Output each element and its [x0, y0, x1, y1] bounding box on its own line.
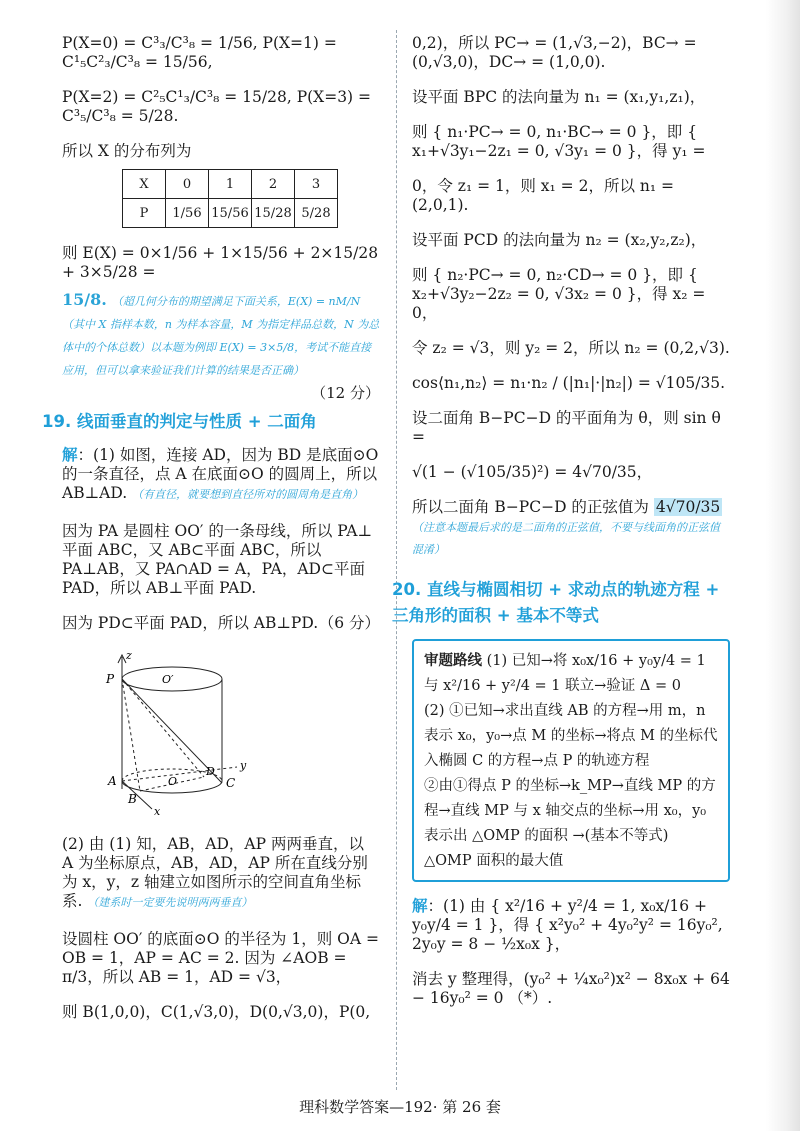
b-label: B — [128, 792, 137, 806]
prob-line-1: P(X=0) = C³₃/C³₈ = 1/56, P(X=1) = C¹₅C²₃/C³₈ = 15/56, — [62, 34, 337, 71]
review-step-2: (2) ①已知→求出直线 AB 的方程→用 m，n 表示 x₀，y₀→点 M 的坐标→将点 M 的坐标代入椭圆 C 的方程→点 P 的轨迹方程 — [424, 703, 718, 769]
o-label: O — [168, 775, 178, 788]
sin-answer-prefix: 所以二面角 B−PC−D 的正弦值为 — [412, 498, 649, 516]
pb-line — [122, 679, 140, 791]
table-row — [123, 170, 338, 199]
score-12: （12 分） — [311, 384, 380, 402]
page-footer: 理科数学答案—192· 第 26 套 — [299, 1098, 501, 1116]
sin-answer-line — [412, 498, 730, 561]
q20-heading: 20. 直线与椭圆相切 + 求动点的轨迹方程 + 三角形的面积 + 基本不等式 — [392, 580, 720, 625]
q19-pd-text: 因为 PD⊂平面 PAD，所以 AB⊥PD. — [62, 614, 319, 632]
column-divider — [396, 30, 397, 1090]
a-label: A — [108, 774, 117, 788]
q19-heading: 19. 线面垂直的判定与性质 + 二面角 — [42, 412, 317, 431]
q19-part1: ：(1) 如图，连接 AD，因为 BD 是底面⊙O 的一条直径，点 A 在底面⊙O 的圆周上，所以 AB⊥AD. — [62, 446, 379, 502]
sin-note: （注意本题最后求的是二面角的正弦值，不要与线面角的正弦值混淆） — [412, 521, 720, 556]
review-step-3: ②由①得点 P 的坐标→k_MP→直线 MP 的方程→直线 MP 与 x 轴交点的坐标→用 x₀，y₀ 表示出 △OMP 的面积 →(基本不等式) △OMP 面积的最大值 — [424, 778, 716, 869]
solution-marker: 解 — [412, 896, 428, 915]
table-cell: P — [123, 199, 166, 228]
d-label: D — [206, 765, 215, 778]
table-cell: 2 — [252, 170, 295, 199]
expectation-answer: 15/8. — [62, 290, 107, 309]
c-label: C — [226, 776, 236, 790]
review-route-box — [412, 639, 730, 882]
q19-part1-text — [62, 445, 380, 506]
n2-line: 令 z₂ = √3，则 y₂ = 2，所以 n₂ = (0,2,√3). — [412, 339, 730, 357]
expectation-line: 则 E(X) = 0×1/56 + 1×15/56 + 2×15/28 + 3×5/28 = — [62, 244, 379, 281]
normal-pcd-line: 设平面 PCD 的法向量为 n₂ = (x₂,y₂,z₂)， — [412, 231, 707, 249]
q19-note-2: （建系时一定要先说明两两垂直） — [87, 896, 253, 909]
review-title: 审题路线 — [424, 653, 482, 669]
table-cell: 1/56 — [166, 199, 209, 228]
right-column — [392, 34, 730, 1024]
table-cell: 3 — [295, 170, 338, 199]
prob-line-2: P(X=2) = C²₅C¹₃/C³₈ = 15/28, P(X=3) = C³₅/C³₈ = 5/28. — [62, 88, 372, 125]
table-cell: 0 — [166, 170, 209, 199]
q19-coords-line: 则 B(1,0,0)，C(1,√3,0)，D(0,√3,0)，P(0, — [62, 1003, 371, 1021]
review-step-1: (1) 已知→将 x₀x/16 + y₀y/4 = 1 与 x²/16 + y²/4 = 1 联立→验证 Δ = 0 — [424, 653, 706, 694]
expectation-block — [62, 290, 380, 403]
x-axis-line — [122, 781, 152, 809]
distribution-table — [122, 169, 338, 228]
q19-part2: (2) 由 (1) 知，AB，AD，AP 两两垂直，以 A 为坐标原点，AB，AD，AP 所在直线分别为 x，y，z 轴建立如图所示的空间直角坐标系. — [62, 835, 368, 910]
page-edge-shadow — [766, 0, 800, 1131]
q20-solution-1 — [412, 896, 730, 954]
left-column — [42, 34, 380, 1038]
q19-pa-line: 因为 PA 是圆柱 OO′ 的一条母线，所以 PA⊥平面 ABC，又 AB⊂平面 ABC，所以 PA⊥AB，又 PA∩AD = A，PA，AD⊂平面 PAD，所以 AB⊥平面 PAD. — [62, 522, 373, 597]
table-cell: 15/28 — [252, 199, 295, 228]
sin-setup-line: 设二面角 B−PC−D 的平面角为 θ，则 sin θ = — [412, 409, 721, 446]
q19-radius-line: 设圆柱 OO′ 的底面⊙O 的半径为 1，则 OA = OB = 1，AP = AC = 2. 因为 ∠AOB = π/3，所以 AB = 1，AD = √3， — [62, 930, 379, 986]
cylinder-diagram — [82, 649, 322, 819]
q19-note-1: （有直径，就要想到直径所对的圆周角是直角） — [132, 488, 364, 501]
q19-pd-line — [62, 614, 380, 633]
cylinder-figure — [82, 649, 380, 819]
solution-marker: 解 — [62, 445, 78, 464]
table-row — [123, 199, 338, 228]
dist-intro: 所以 X 的分布列为 — [62, 142, 192, 160]
q20-solution-text-1: ：(1) 由 { x²/16 + y²/4 = 1, x₀x/16 + y₀y/4 = 1 }，得 { x²y₀² + 4y₀²y² = 16y₀², 2y₀y = 8 − ½x₀x }， — [412, 897, 723, 953]
o-top-label: O′ — [162, 673, 174, 686]
vector-line: 0,2)，所以 PC→ = (1,√3,−2)，BC→ = (0,√3,0)，DC→ = (1,0,0). — [412, 34, 697, 71]
table-cell: X — [123, 170, 166, 199]
system-pcd-line: 则 { n₂·PC→ = 0, n₂·CD→ = 0 }，即 { x₂+√3y₂−2z₂ = 0, √3x₂ = 0 }，得 x₂ = 0， — [412, 266, 706, 322]
z-label: z — [126, 649, 132, 662]
sin-answer-value: 4√70/35 — [655, 498, 721, 516]
n1-line: 0，令 z₁ = 1，则 x₁ = 2，所以 n₁ = (2,0,1). — [412, 177, 674, 214]
table-cell: 1 — [209, 170, 252, 199]
score-6: （6 分） — [318, 614, 380, 632]
q20-solution-2: 消去 y 整理得，(y₀² + ¼x₀²)x² − 8x₀x + 64 − 16y₀² = 0 （*）. — [412, 970, 730, 1007]
system-bpc-line: 则 { n₁·PC→ = 0, n₁·BC→ = 0 }，即 { x₁+√3y₁−2z₁ = 0, √3y₁ = 0 }，得 y₁ = — [412, 123, 706, 160]
table-cell: 15/56 — [209, 199, 252, 228]
y-label: y — [240, 759, 247, 772]
cos-line: cos⟨n₁,n₂⟩ = n₁·n₂ / (|n₁|·|n₂|) = √105/35. — [412, 374, 726, 392]
q19-part2-text — [62, 835, 380, 914]
x-label: x — [154, 805, 161, 818]
pd-line — [122, 679, 204, 777]
expectation-note: （超几何分布的期望满足下面关系，E(X) = nM/N（其中 X 指样本数，n 为样本容量，M 为指定样品总数，N 为总体中的个体总数）以本题为例即 E(X) = 3×5/8，考试不能直接应用，但可以拿来验证我们计算的结果是否正确） — [62, 295, 380, 377]
table-cell: 5/28 — [295, 199, 338, 228]
p-label: P — [106, 672, 115, 686]
sin-value-line: √(1 − (√105/35)²) = 4√70/35， — [412, 463, 653, 481]
normal-bpc-line: 设平面 BPC 的法向量为 n₁ = (x₁,y₁,z₁)， — [412, 88, 706, 106]
